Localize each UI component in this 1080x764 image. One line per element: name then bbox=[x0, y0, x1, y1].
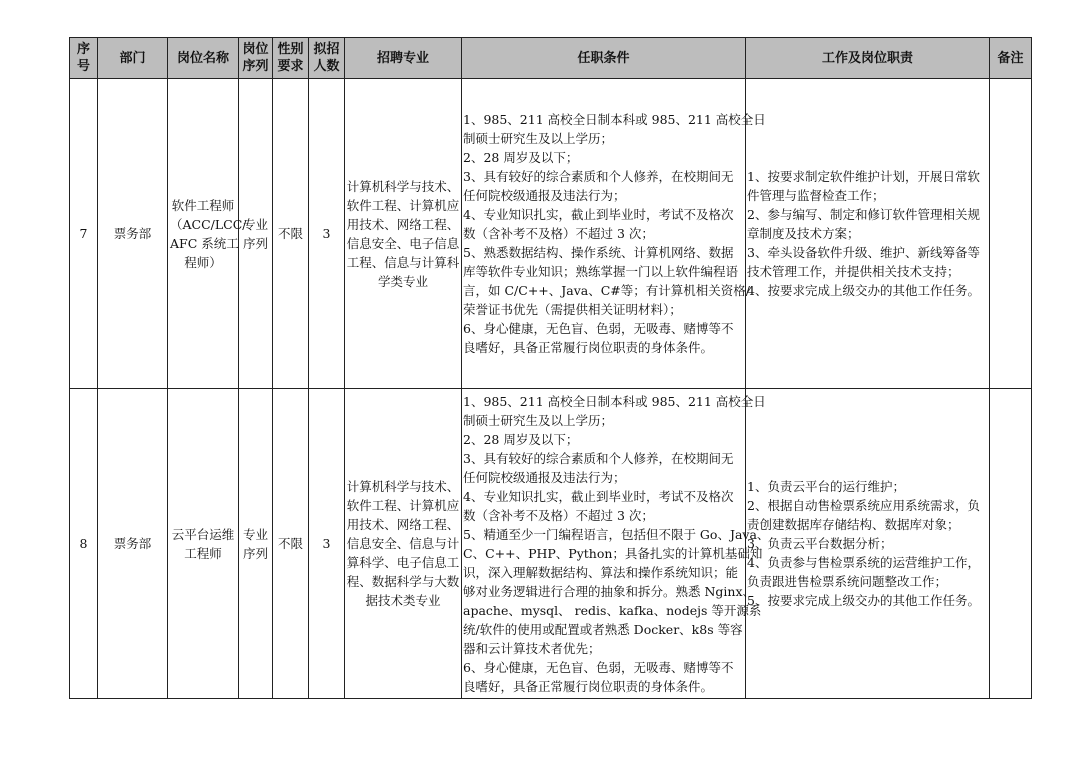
requirements-cell-line: 库等软件专业知识；熟练掌握一门以上软件编程语 bbox=[463, 264, 739, 279]
requirements-cell-line: 任何院校级通报及违法行为； bbox=[463, 469, 626, 485]
requirements-cell-line: 数（含补考不及格）不超过 3 次； bbox=[463, 226, 654, 241]
requirements-cell-line: 制硕士研究生及以上学历； bbox=[463, 412, 614, 428]
requirements-cell-line: 4、专业知识扎实，截止到毕业时，考试不及格次 bbox=[463, 207, 734, 222]
duties-cell-line: 4、负责参与售检票系统的运营维护工作， bbox=[747, 555, 980, 570]
duties-cell-line: 技术管理工作，并提供相关技术支持； bbox=[747, 264, 960, 279]
header-position: 岗位名称 bbox=[168, 38, 239, 79]
major-cell-line: 计算机科学与技术、 bbox=[346, 178, 460, 194]
major-cell-line: 学类专业 bbox=[377, 273, 428, 289]
dept-cell: 票务部 bbox=[98, 389, 168, 699]
position-cell bbox=[168, 389, 239, 699]
requirements-cell-line: 数（含补考不及格）不超过 3 次； bbox=[463, 507, 654, 523]
series-cell-line: 序列 bbox=[242, 545, 268, 561]
major-cell bbox=[345, 79, 462, 389]
position-cell-line: 工程师 bbox=[184, 545, 222, 561]
header-major: 招聘专业 bbox=[345, 38, 462, 79]
major-cell bbox=[345, 389, 462, 699]
duties-cell-line: 4、按要求完成上级交办的其他工作任务。 bbox=[747, 283, 980, 298]
requirements-cell-line: 言，如 C/C++、Java、C#等；有计算机相关资格/ bbox=[463, 283, 750, 298]
requirements-cell bbox=[462, 79, 766, 389]
position-cell bbox=[168, 79, 247, 389]
series-cell-line: 专业 bbox=[242, 216, 268, 232]
table-row bbox=[70, 389, 1032, 699]
count-cell: 3 bbox=[309, 79, 345, 389]
duties-cell-line: 5、按要求完成上级交办的其他工作任务。 bbox=[747, 593, 980, 608]
dept-cell: 票务部 bbox=[98, 79, 168, 389]
header-count: 拟招 人数 bbox=[309, 38, 345, 79]
requirements-cell-line: 3、具有较好的综合素质和个人修养，在校期间无 bbox=[463, 450, 734, 466]
duties-cell-line: 负责跟进售检票系统问题整改工作； bbox=[747, 574, 948, 589]
duties-cell-line: 2、参与编写、制定和修订软件管理相关规 bbox=[747, 207, 980, 222]
major-cell-line: 软件工程、计算机应 bbox=[346, 498, 460, 513]
duties-cell bbox=[746, 389, 990, 699]
major-cell-line: 用技术、网络工程、 bbox=[346, 216, 460, 232]
requirements-cell-line: 良嗜好，具备正常履行岗位职责的身体条件。 bbox=[463, 678, 714, 694]
recruitment-table bbox=[69, 37, 1032, 699]
table-row bbox=[70, 79, 1032, 389]
major-cell-line: 信息安全、电子信息 bbox=[346, 235, 460, 251]
header-dept: 部门 bbox=[98, 38, 168, 79]
requirements-cell-line: 2、28 周岁及以下； bbox=[463, 431, 579, 447]
major-cell-line: 程、数据科学与大数 bbox=[346, 574, 460, 589]
position-cell-line: 云平台运维 bbox=[171, 526, 235, 542]
series-cell-line: 序列 bbox=[242, 235, 268, 251]
requirements-cell-line: 6、身心健康，无色盲、色弱，无吸毒、赌博等不 bbox=[463, 321, 734, 336]
requirements-cell-line: 1、985、211 高校全日制本科或 985、211 高校全日 bbox=[463, 393, 766, 409]
requirements-cell-line: 任何院校级通报及违法行为； bbox=[463, 188, 626, 203]
remarks-cell bbox=[990, 79, 1032, 389]
header-seq: 序 号 bbox=[70, 38, 98, 79]
duties-cell-line: 1、按要求制定软件维护计划，开展日常软 bbox=[747, 169, 980, 184]
requirements-cell-line: 4、专业知识扎实，截止到毕业时，考试不及格次 bbox=[463, 488, 734, 504]
requirements-cell-line: 制硕士研究生及以上学历； bbox=[463, 131, 614, 146]
duties-cell-line: 3、负责云平台数据分析； bbox=[747, 536, 893, 551]
duties-cell-line: 件管理与监督检查工作； bbox=[747, 188, 885, 203]
major-cell-line: 用技术、网络工程、 bbox=[346, 517, 460, 532]
requirements-cell-line: apache、mysql、 redis、kafka、nodejs 等开源系 bbox=[463, 602, 762, 618]
series-cell bbox=[239, 79, 273, 389]
header-requirements: 任职条件 bbox=[462, 38, 746, 79]
seq-cell: 8 bbox=[70, 389, 98, 699]
gender-cell: 不限 bbox=[273, 389, 309, 699]
count-cell: 3 bbox=[309, 389, 345, 699]
requirements-cell-line: 器和云计算技术者优先； bbox=[463, 640, 601, 656]
requirements-cell-line: 1、985、211 高校全日制本科或 985、211 高校全日 bbox=[463, 112, 766, 127]
duties-cell-line: 3、牵头设备软件升级、维护、新线筹备等 bbox=[747, 245, 980, 260]
requirements-cell-line: 3、具有较好的综合素质和个人修养，在校期间无 bbox=[463, 169, 734, 184]
major-cell-line: 信息安全、信息与计 bbox=[346, 536, 460, 551]
header-duties: 工作及岗位职责 bbox=[746, 38, 990, 79]
requirements-cell-line: 2、28 周岁及以下； bbox=[463, 150, 579, 165]
position-cell-line: 软件工程师 bbox=[171, 197, 235, 213]
requirements-cell bbox=[462, 389, 770, 699]
duties-cell-line: 章制度及技术方案； bbox=[747, 226, 860, 241]
duties-cell-line: 1、负责云平台的运行维护； bbox=[747, 479, 905, 494]
series-cell-line: 专业 bbox=[242, 526, 268, 542]
requirements-cell-line: 5、精通至少一门编程语言，包括但不限于 Go、Java、 bbox=[463, 526, 770, 542]
major-cell-line: 据技术类专业 bbox=[365, 593, 441, 608]
position-cell-line: （ACC/LCC/ bbox=[170, 216, 247, 232]
major-cell-line: 工程、信息与计算科 bbox=[346, 254, 460, 270]
header-row bbox=[70, 38, 1032, 79]
position-cell-line: AFC 系统工 bbox=[170, 235, 239, 251]
requirements-cell-line: 识，深入理解数据结构、算法和操作系统知识；能 bbox=[463, 564, 739, 580]
seq-cell: 7 bbox=[70, 79, 98, 389]
duties-cell bbox=[746, 79, 990, 389]
duties-cell-line: 责创建数据库存储结构、数据库对象； bbox=[747, 517, 960, 532]
header-gender: 性别 要求 bbox=[273, 38, 309, 79]
requirements-cell-line: 荣誉证书优先（需提供相关证明材料）； bbox=[463, 302, 682, 317]
gender-cell: 不限 bbox=[273, 79, 309, 389]
major-cell-line: 计算机科学与技术、 bbox=[346, 479, 460, 494]
series-cell bbox=[239, 389, 273, 699]
duties-cell-line: 2、根据自动售检票系统应用系统需求，负 bbox=[747, 498, 980, 513]
header-remarks: 备注 bbox=[990, 38, 1032, 79]
requirements-cell-line: C、C++、PHP、Python；具备扎实的计算机基础知 bbox=[463, 545, 763, 561]
position-cell-line: 程师） bbox=[184, 254, 222, 270]
major-cell-line: 算科学、电子信息工 bbox=[346, 555, 460, 570]
requirements-cell-line: 6、身心健康，无色盲、色弱，无吸毒、赌博等不 bbox=[463, 659, 734, 675]
requirements-cell-line: 够对业务逻辑进行合理的抽象和拆分。熟悉 Nginx、 bbox=[463, 583, 756, 599]
requirements-cell-line: 5、熟悉数据结构、操作系统、计算机网络、数据 bbox=[463, 245, 734, 260]
requirements-cell-line: 良嗜好，具备正常履行岗位职责的身体条件。 bbox=[463, 340, 714, 355]
header-series: 岗位 序列 bbox=[239, 38, 273, 79]
remarks-cell bbox=[990, 389, 1032, 699]
major-cell-line: 软件工程、计算机应 bbox=[346, 197, 460, 213]
requirements-cell-line: 统/软件的使用或配置或者熟悉 Docker、k8s 等容 bbox=[463, 621, 743, 637]
